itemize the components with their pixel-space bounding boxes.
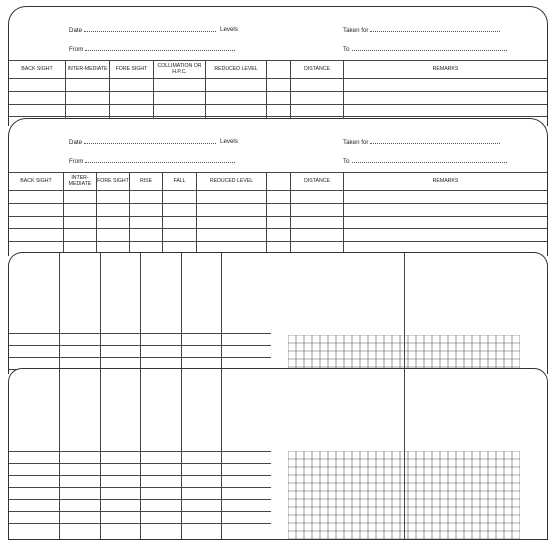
- level-book-sheet-rise-fall: [8, 118, 548, 256]
- col-fall: FALL: [173, 177, 186, 184]
- row-rule: [9, 499, 271, 500]
- col-reduced-level: REDUCED LEVEL: [209, 177, 254, 184]
- header-rule: [9, 78, 547, 79]
- header-rule: [9, 190, 547, 191]
- col-remarks: REMARKS: [432, 177, 459, 184]
- row-rule: [9, 216, 547, 217]
- col-distance: DISTANCE: [304, 177, 330, 184]
- col-back-sight: BACK SIGHT: [20, 177, 52, 184]
- row-rule: [9, 463, 271, 464]
- from-label: From: [69, 45, 235, 53]
- column-rule: [140, 369, 141, 539]
- row-rule: [9, 91, 547, 92]
- row-rule: [9, 487, 271, 488]
- taken-for-label: Taken for: [343, 138, 500, 146]
- col-rise: RISE: [139, 177, 153, 184]
- col-blank: [267, 61, 290, 78]
- row-rule: [9, 475, 271, 476]
- taken-for-label: Taken for: [343, 26, 500, 34]
- graph-grid: [288, 451, 520, 539]
- row-rule: [9, 451, 271, 452]
- from-label: From: [69, 157, 235, 165]
- col-reduced-level: REDUCED LEVEL: [214, 65, 258, 72]
- row-rule: [9, 333, 271, 334]
- row-rule: [9, 241, 547, 242]
- col-distance: DISTANCE: [304, 65, 330, 72]
- column-rule: [59, 369, 60, 539]
- col-fore-sight: FORE SIGHT: [97, 177, 129, 184]
- field-book-sheet-grid-lower: [8, 368, 548, 540]
- col-intermediate: INTER-MEDIATE: [67, 65, 108, 72]
- row-rule: [9, 523, 271, 524]
- column-rule: [221, 369, 222, 539]
- col-blank: [267, 173, 290, 190]
- date-label: Date: [69, 26, 216, 34]
- levels-label: Levels: [220, 26, 238, 33]
- to-label: To: [343, 45, 507, 53]
- column-rule: [181, 369, 182, 539]
- level-book-sheet-collimation: [8, 6, 548, 126]
- row-rule: [9, 511, 271, 512]
- row-rule: [9, 345, 271, 346]
- row-rule: [9, 116, 547, 117]
- col-back-sight: BACK SIGHT: [21, 65, 53, 72]
- date-label: Date: [69, 138, 216, 146]
- row-rule: [9, 104, 547, 105]
- col-collimation: COLLIMATION OR H.P.C.: [157, 63, 202, 75]
- row-rule: [9, 357, 271, 358]
- col-remarks: REMARKS: [432, 65, 459, 72]
- row-rule: [9, 228, 547, 229]
- col-fore-sight: FORE SIGHT: [115, 65, 148, 72]
- field-book-sheet-grid-upper: [8, 252, 548, 374]
- to-label: To: [343, 157, 507, 165]
- levels-label: Levels: [220, 138, 238, 145]
- column-rule: [100, 369, 101, 539]
- row-rule: [9, 203, 547, 204]
- col-intermediate: INTER-MEDIATE: [68, 175, 92, 187]
